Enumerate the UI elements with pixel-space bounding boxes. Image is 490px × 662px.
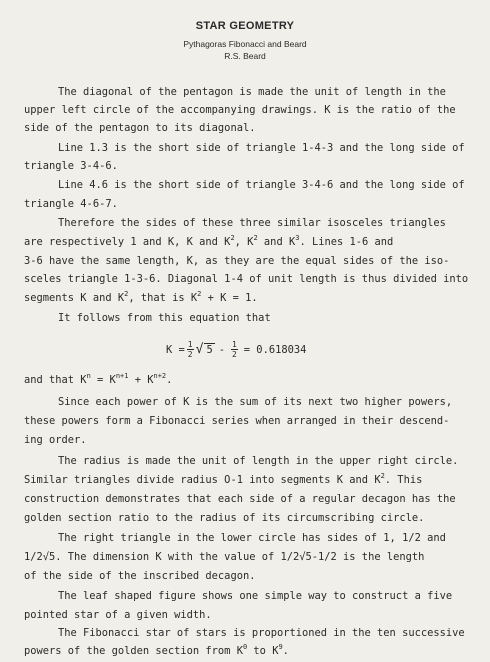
p4-line-5: segments K and $K^2$, that is $K^2 + K = 1$. — [24, 290, 258, 304]
p4-line-1: Therefore the sides of these three similar isosceles triangles — [58, 217, 446, 229]
p8-line-3: construction demonstrates that each side of a regular decagon has the — [24, 493, 456, 505]
p8-line-4: golden section ratio to the radius of its circumscribing circle. — [24, 512, 425, 524]
p7-line-3: ing order. — [24, 434, 87, 446]
radical-icon: √ — [195, 342, 204, 357]
p7-line-2: these powers form a Fibonacci series when arranged in their descend- — [24, 415, 450, 427]
p1-line-3: side of the pentagon to its diagonal. — [24, 122, 256, 134]
p8-line-2: Similar triangles divide radius O-1 into segments K and $K^2$. This — [24, 472, 423, 486]
golden-ratio-equation: K = $\frac{1}{2}$ √ 5 - $\frac{1}{2}$ = 0.618034 — [166, 340, 307, 359]
p1-line-1: The diagonal of the pentagon is made the unit of length in the — [58, 86, 446, 98]
document-title: STAR GEOMETRY — [195, 20, 295, 32]
fraction-half-2: $\frac{1}{2}$ — [231, 340, 237, 359]
p9-line-1: The right triangle in the lower circle has sides of 1, 1/2 and — [58, 532, 446, 544]
p4-line-4: sceles triangle 1-3-6. Diagonal 1-4 of unit length is thus divided into — [24, 273, 469, 285]
p10-line-2: pointed star of a given width. — [24, 609, 212, 621]
p4-line-3: 3-6 have the same length, K, as they are the equal sides of the iso- — [24, 255, 450, 267]
p4-line-2: are respectively 1 and K, K and $K^2$, $K^2$ and $K^3$. Lines 1-6 and — [24, 234, 394, 248]
p9-line-3: of the side of the inscribed decagon. — [24, 570, 256, 582]
p7-line-1: Since each power of K is the sum of its next two higher powers, — [58, 396, 453, 408]
p6-line: and that $K^n = K^{n+1} + K^{n+2}$. — [24, 372, 173, 386]
p3-line-2: triangle 4-6-7. — [24, 198, 118, 210]
p11-line-1: The Fibonacci star of stars is proportioned in the ten successive — [58, 627, 465, 639]
p1-line-2: upper left circle of the accompanying drawings. K is the ratio of the — [24, 104, 456, 116]
p2-line-2: triangle 3-4-6. — [24, 160, 118, 172]
p3-line-1: Line 4.6 is the short side of triangle 3-4-6 and the long side of — [58, 179, 465, 191]
p10-line-1: The leaf shaped figure shows one simple way to construct a five — [58, 590, 453, 602]
p11-line-2: powers of the golden section from $K^0$ to $K^9$. — [24, 643, 289, 657]
p8-line-1: The radius is made the unit of length in the upper right circle. — [58, 455, 459, 467]
fraction-half-1: $\frac{1}{2}$ — [187, 340, 193, 359]
p2-line-1: Line 1.3 is the short side of triangle 1-4-3 and the long side of — [58, 142, 465, 154]
p5-line: It follows from this equation that — [58, 312, 271, 324]
document-authors: Pythagoras Fibonacci and Beard — [183, 39, 307, 49]
p9-line-2: 1/2√5. The dimension K with the value of 1/2√5-1/2 is the length — [24, 551, 425, 563]
document-byline: R.S. Beard — [224, 51, 266, 61]
